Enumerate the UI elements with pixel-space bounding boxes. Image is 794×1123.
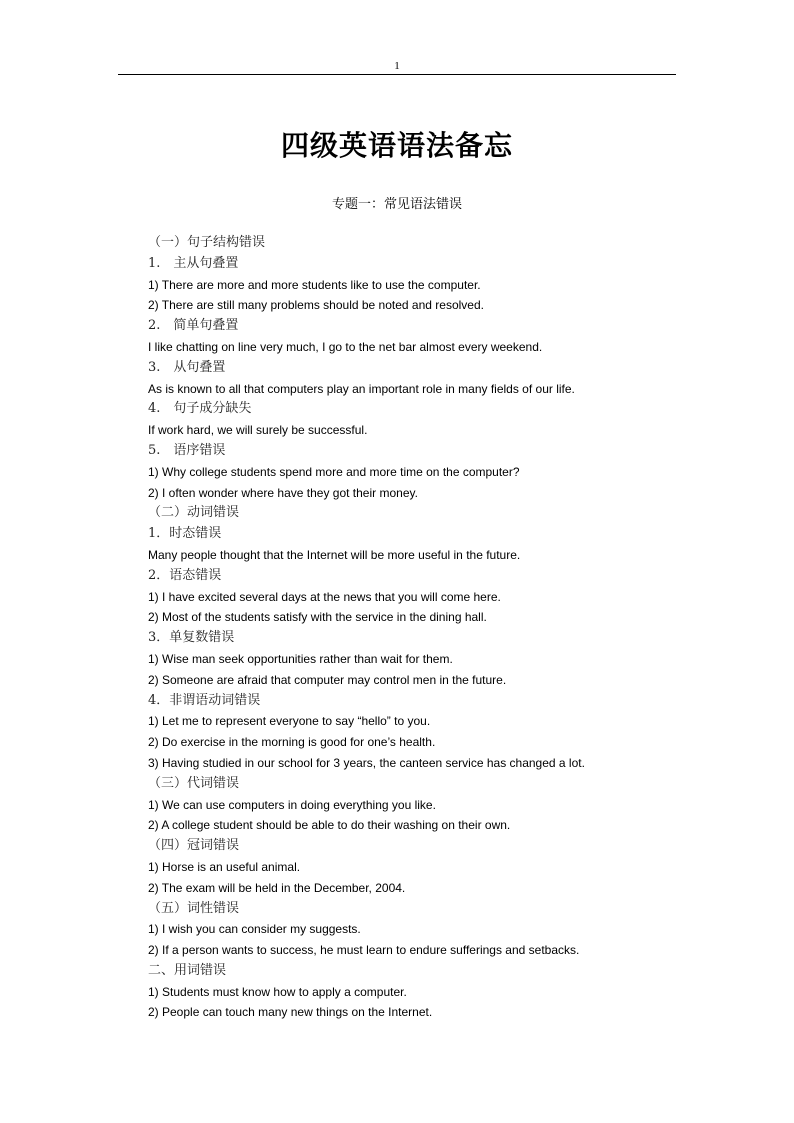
section-heading: 5. 语序错误 xyxy=(148,442,226,458)
example-sentence: 2) The exam will be held in the December, 2004. xyxy=(148,880,406,895)
example-sentence: Many people thought that the Internet will be more useful in the future. xyxy=(148,547,521,562)
example-sentence: 1) I wish you can consider my suggests. xyxy=(148,922,361,937)
example-sentence: 1) Students must know how to apply a computer. xyxy=(148,984,407,999)
example-sentence: 2) Do exercise in the morning is good for one’s health. xyxy=(148,735,436,750)
example-sentence: 1) Horse is an useful animal. xyxy=(148,859,301,874)
section-heading: （五）词性错误 xyxy=(148,900,240,916)
example-sentence: I like chatting on line very much, I go to the net bar almost every weekend. xyxy=(148,339,543,354)
example-sentence: 1) I have excited several days at the news that you will come here. xyxy=(148,589,501,604)
example-sentence: 1) Let me to represent everyone to say “hello” to you. xyxy=(148,714,431,729)
section-heading: （三）代词错误 xyxy=(148,775,240,791)
document-subtitle: 专题一：常见语法错误 xyxy=(331,197,462,212)
section-heading: 2．语态错误 xyxy=(148,567,222,583)
example-sentence: 3) Having studied in our school for 3 years, the canteen service has changed a lot. xyxy=(148,755,585,770)
example-sentence: 2) Most of the students satisfy with the service in the dining hall. xyxy=(148,610,487,625)
page-number: 1 xyxy=(394,60,400,72)
example-sentence: 1) We can use computers in doing everything you like. xyxy=(148,797,436,812)
example-sentence: 2) A college student should be able to do their washing on their own. xyxy=(148,818,511,833)
document-title: 四级英语语法备忘 xyxy=(280,129,513,162)
example-sentence: 2) Someone are afraid that computer may control men in the future. xyxy=(148,672,507,687)
example-sentence: 2) People can touch many new things on the Internet. xyxy=(148,1005,433,1020)
example-sentence: 2) There are still many problems should be noted and resolved. xyxy=(148,298,484,313)
document-body xyxy=(148,233,668,1023)
example-sentence: 1) Why college students spend more and more time on the computer? xyxy=(148,464,520,479)
section-heading: 2. 简单句叠置 xyxy=(148,318,239,334)
section-heading: 4．非谓语动词错误 xyxy=(148,692,261,708)
example-sentence: 2) If a person wants to success, he must learn to endure sufferings and setbacks. xyxy=(148,943,580,958)
section-heading: （四）冠词错误 xyxy=(148,838,240,854)
header-rule xyxy=(118,74,676,75)
example-sentence: 1) Wise man seek opportunities rather than wait for them. xyxy=(148,651,453,666)
example-sentence: 2) I often wonder where have they got their money. xyxy=(148,485,418,500)
example-sentence: If work hard, we will surely be successful. xyxy=(148,423,368,438)
section-heading: 二、用词错误 xyxy=(148,962,227,978)
section-heading: 1．时态错误 xyxy=(148,526,222,542)
section-heading: （一）句子结构错误 xyxy=(148,235,266,250)
example-sentence: 1) There are more and more students like to use the computer. xyxy=(148,277,481,292)
section-heading: 3. 从句叠置 xyxy=(148,359,226,375)
section-heading: 4. 句子成分缺失 xyxy=(148,401,252,417)
section-heading: 1. 主从句叠置 xyxy=(148,255,239,271)
section-heading: （二）动词错误 xyxy=(148,505,240,521)
section-heading: 3．单复数错误 xyxy=(148,630,235,646)
example-sentence: As is known to all that computers play an important role in many fields of our life. xyxy=(148,381,575,396)
